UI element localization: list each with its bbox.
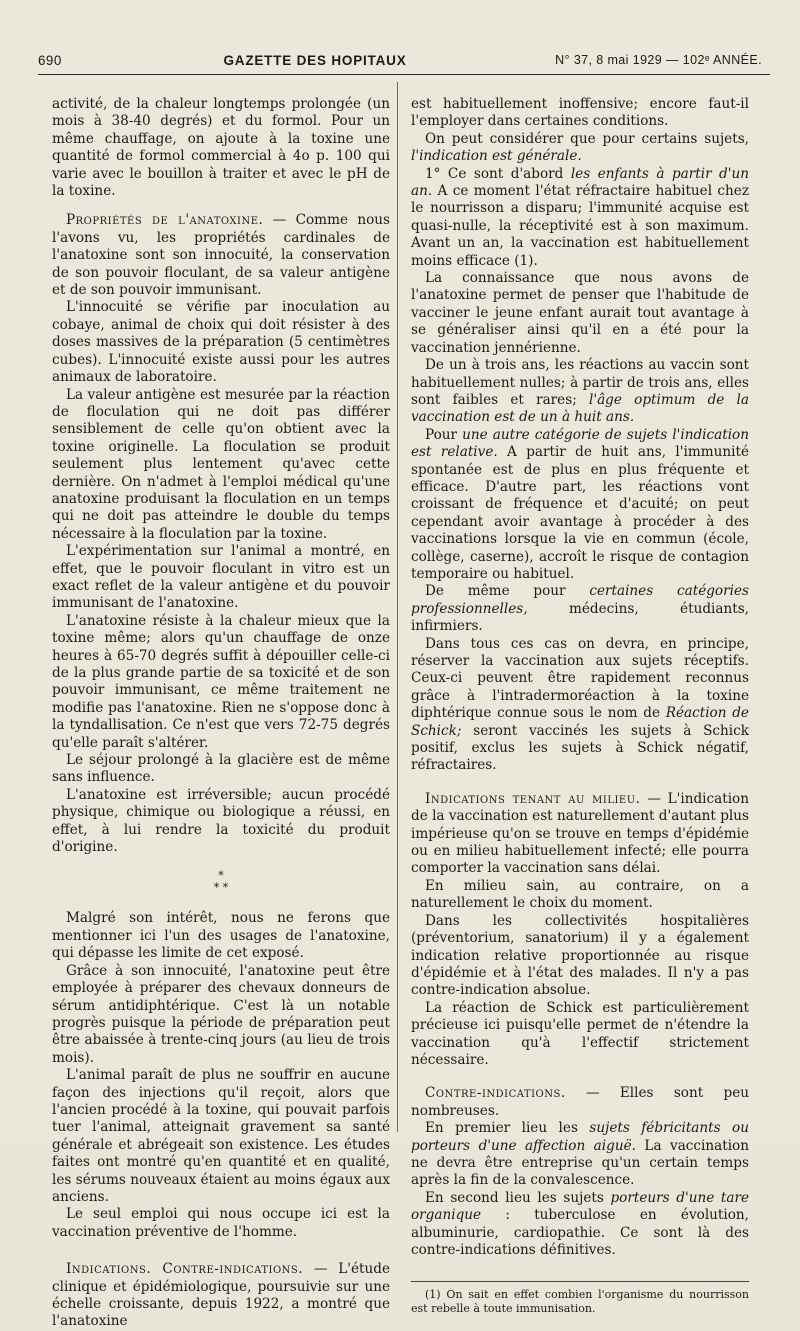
text-run: En second lieu les sujets (425, 1189, 611, 1206)
section-paragraph (52, 1261, 390, 1331)
paragraph (411, 1120, 749, 1190)
left-column (52, 96, 390, 1331)
paragraph: La valeur antigène est mesurée par la réaction de floculation qui ne doit pas différer sensiblement de celle qu'on obtient avec la toxine originelle. La floculation se produit seulement plus lentement qu'avec cette dernière. On n'admet à l'emploi médical qu'une anatoxine produisant la floculation en un temps qui ne doit pas atteindre le double du temps nécessaire à la floculation par la toxine. (52, 386, 390, 542)
footnote-rule (411, 1281, 749, 1282)
text-run: En premier lieu les (425, 1120, 590, 1137)
page-number: 690 (38, 52, 62, 68)
text-run: médecins, étudiants, infirmiers. (411, 600, 749, 635)
header-rule (38, 74, 770, 75)
paragraph: L'anatoxine est irréversible; aucun procédé physique, chimique ou biologique a réussi, en effet, à lui rendre la toxicité du produit d'origine. (52, 786, 390, 856)
italic-run: porteurs d'une tare organique (411, 1189, 749, 1224)
paragraph: La réaction de Schick est particulièrement précieuse ici puisqu'elle permet de n'étendre la vaccination qu'à l'effectif strictement nécessaire. (411, 999, 749, 1068)
paragraph: L'anatoxine résiste à la chaleur mieux que la toxine même; alors qu'un chauffage de onze heures à 65-70 degrés suffit à dépouiller celle-ci de la plus grande partie de sa toxicité et de son pouvoir immunisant, ce même traitement ne modifie pas l'anatoxine. Rien ne s'oppose donc à la tyndallisation. Ce n'est que vers 72-75 degrés qu'elle paraît s'altérer. (52, 612, 390, 751)
text-run: 1° Ce sont d'abord (425, 165, 571, 182)
section-heading: Propriétés de l'anatoxine. (66, 212, 264, 229)
paragraph: L'innocuité se vérifie par inoculation au cobaye, animal de choix qui doit résister à des doses massives de la préparation (5 centimètres cubes). L'innocuité existe aussi pour les autres animaux de laboratoire. (52, 299, 390, 386)
paragraph (411, 131, 749, 166)
paragraph (411, 357, 749, 427)
paragraph (411, 636, 749, 775)
text-run: Dans tous ces cas on devra, en principe, réserver la vaccination aux sujets réceptifs. Ceux-ci peuvent être rapidement reconnus grâce à l'intradermoréaction à la toxine diphtérique connue sous le nom de (411, 635, 749, 722)
text-run: Pour (425, 426, 463, 443)
paragraph: L'animal paraît de plus ne souffrir en aucune façon des injections qu'il reçoit, alors que l'ancien procédé à la toxine, qui pouvait parfois tuer l'animal, atteignait gravement sa santé générale et abrégeait son existence. Les études faites ont montré qu'en quantité et en qualité, les sérums nouveaux étaient au moins égaux aux anciens. (52, 1067, 390, 1205)
text-run: De même pour (425, 583, 590, 600)
paragraph: Grâce à son innocuité, l'anatoxine peut être employée à préparer des chevaux donneurs de sérum antidiphtérique. C'est là un notable progrès puisque la période de préparation peut être abaissée à trente-cinq jours (au lieu de trois mois). (52, 962, 390, 1066)
footnote: (1) On sait en effet combien l'organisme du nourrisson est rebelle à toute immunisation. (411, 1288, 749, 1316)
text-run: A partir de huit ans, l'immunité spontanée est de plus en plus fréquente et efficace. D'autre part, les réactions vont croissant de fréquence et d'acuité; on peut cependant avoir avantage à procéder à des vaccinations lorsque la vie en commun (école, collège, caserne), accroît le risque de contagion temporaire ou habituel. (411, 444, 749, 582)
section-paragraph (411, 1085, 749, 1120)
section-separator: * * * (213, 869, 229, 895)
paragraph (411, 166, 749, 270)
section-paragraph (52, 212, 390, 299)
issue-info: N° 37, 8 mai 1929 — 102ᵉ ANNÉE. (555, 53, 762, 67)
paragraph-text: — L'indication de la vaccination est naturellement d'autant plus impérieuse qu'on se trouve en temps d'épidémie ou en milieu habituellement infecté; elle pourra comporter la vaccination sans délai. (411, 790, 749, 877)
italic-run: sujets fébricitants ou porteurs d'une affection aiguë. (411, 1120, 749, 1154)
paragraph: Dans les collectivités hospitalières (préventorium, sanatorium) il y a également indication relative proportionnée au risque d'épidémie et à l'état des malades. Il n'y a pas contre-indication absolue. (411, 912, 749, 999)
text-run: : tuberculose en évolution, albuminurie, cardiopathie. Ce sont là des contre-indications définitives. (411, 1207, 749, 1258)
paragraph (411, 583, 749, 635)
right-column (411, 96, 749, 1316)
paragraph: est habituellement inoffensive; encore faut-il l'employer dans certaines conditions. (411, 96, 749, 130)
paragraph: Le séjour prolongé à la glacière est de même sans influence. (52, 752, 390, 786)
text-run: A ce moment l'état réfractaire habituel chez le nourrisson a disparu; l'immunité acquise est quasi-nulle, la réceptivité est à son maximum. Avant un an, la vaccination est habituellement moins efficace (1). (411, 183, 749, 269)
running-header (38, 48, 762, 72)
journal-title: GAZETTE DES HOPITAUX (223, 52, 407, 68)
section-heading: Indications. Contre-indications. (66, 1261, 304, 1278)
italic-run: l'indication est générale. (411, 148, 582, 165)
text-run: La vaccination ne devra être entreprise qu'un certain temps après la fin de la convalescence. (411, 1137, 749, 1189)
paragraph (411, 1190, 749, 1260)
italic-run: les enfants à partir d'un an. (411, 165, 750, 200)
section-heading: Indications tenant au milieu. (425, 790, 641, 807)
italic-run: certaines catégories professionnelles, (411, 583, 749, 617)
paragraph-text: — L'étude clinique et épidémiologique, poursuivie sur une échelle croissante, depuis 1922, a montré que l'anatoxine (52, 1261, 390, 1330)
paragraph: Le seul emploi qui nous occupe ici est la vaccination préventive de l'homme. (52, 1206, 390, 1240)
text-run: seront vaccinés les sujets à Schick positif, exclus les sujets à Schick négatif, réfractaires. (411, 722, 749, 774)
paragraph-text: — Elles sont peu nombreuses. (411, 1085, 749, 1119)
italic-run: Réaction de Schick; (411, 705, 749, 739)
paragraph-text: — Comme nous l'avons vu, les propriétés cardinales de l'anatoxine sont son innocuité, la conservation de son pouvoir floculant, de sa valeur antigène et de son pouvoir immunisant. (52, 212, 390, 299)
text-run: De un à trois ans, les réactions au vaccin sont habituellement nulles; à partir de trois ans, elles sont faibles et rares; (411, 357, 749, 408)
section-heading: Contre-indications. (425, 1085, 566, 1102)
section-paragraph (411, 791, 749, 878)
column-separator (397, 82, 398, 1132)
paragraph: La connaissance que nous avons de l'anatoxine permet de penser que l'habitude de vacciner le jeune enfant aurait tout avantage à se généraliser ainsi qu'il en a été pour la vaccination jennérienne. (411, 270, 749, 356)
paragraph (411, 427, 749, 584)
italic-run: l'âge optimum de la vaccination est de un à huit ans. (411, 391, 749, 426)
paragraph: activité, de la chaleur longtemps prolongée (un mois à 38-40 degrés) et du formol. Pour un même chauffage, on ajoute à la toxine une quantité de formol commercial à 4o p. 100 qui varie avec le bouillon à traiter et avec le pH de la toxine. (52, 96, 390, 200)
text-run: On peut considérer que pour certains sujets, (425, 130, 749, 147)
italic-run: une autre catégorie de sujets l'indication est relative. (411, 426, 749, 461)
paragraph: En milieu sain, au contraire, on a naturellement le choix du moment. (411, 877, 749, 912)
paragraph: Malgré son intérêt, nous ne ferons que mentionner ici l'un des usages de l'anatoxine, qui dépasse les limite de cet exposé. (52, 910, 390, 962)
paragraph: L'expérimentation sur l'animal a montré, en effet, que le pouvoir floculant in vitro est un exact reflet de la valeur antigène et du pouvoir immunisant de l'anatoxine. (52, 543, 390, 612)
